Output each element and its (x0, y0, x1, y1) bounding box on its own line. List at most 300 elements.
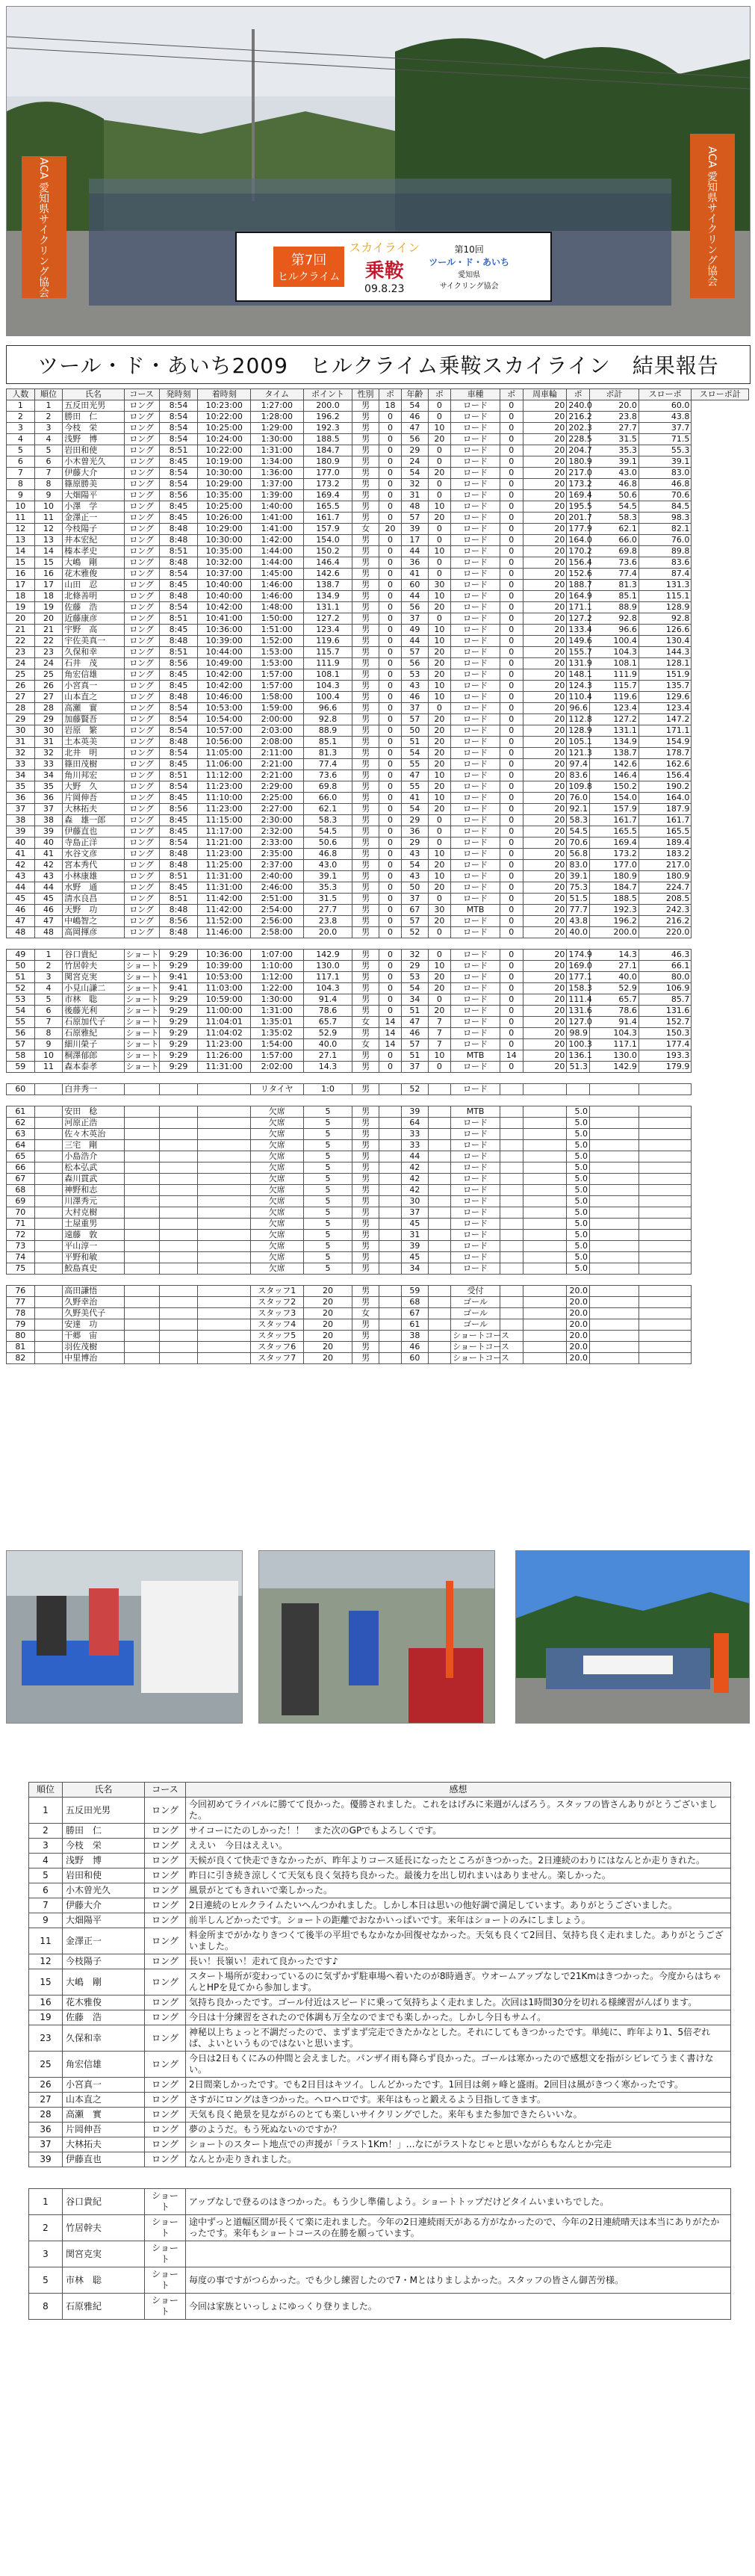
result-cell: 0 (500, 580, 523, 591)
result-cell (379, 1331, 402, 1342)
result-cell: 欠席 (250, 1196, 303, 1207)
comment-cell: 勝田 仁 (63, 1824, 145, 1839)
result-cell: 61 (7, 1106, 35, 1118)
result-cell: 52.9 (589, 983, 639, 994)
result-cell: 男 (352, 625, 379, 636)
result-cell: 46.8 (589, 479, 639, 490)
result-cell: 48 (34, 927, 63, 938)
result-cell: 2:40:00 (250, 871, 303, 882)
result-cell: 37 (34, 804, 63, 815)
result-cell: 27.1 (303, 1050, 352, 1062)
result-cell: 2:03:00 (250, 725, 303, 737)
result-cell: 82.1 (639, 524, 692, 535)
result-cell: ロード (451, 882, 500, 894)
result-cell (589, 1151, 639, 1162)
result-cell: 20 (523, 434, 567, 445)
comment-cell: ロング (145, 2108, 186, 2123)
result-cell (124, 1353, 159, 1364)
result-cell (124, 1174, 159, 1185)
result-cell: 男 (352, 714, 379, 725)
comment-row (29, 1868, 731, 1883)
result-cell: 164.0 (639, 793, 692, 804)
result-row (7, 1353, 749, 1364)
result-cell: 5 (303, 1140, 352, 1151)
result-cell: 111.4 (567, 994, 590, 1006)
banner-norikura: 乗鞍 (364, 260, 404, 282)
result-cell: 134.9 (589, 737, 639, 748)
result-row (7, 434, 749, 445)
result-cell: 184.7 (303, 445, 352, 456)
result-cell: 2:29:00 (250, 781, 303, 793)
result-cell: 201.7 (567, 513, 590, 524)
result-cell: 49 (7, 950, 35, 961)
result-row (7, 737, 749, 748)
result-cell: 10 (428, 1050, 451, 1062)
result-row (7, 400, 749, 412)
result-cell (428, 1308, 451, 1319)
result-cell: 9:29 (159, 1017, 198, 1028)
result-cell: 0 (379, 613, 402, 625)
result-cell: 20 (523, 636, 567, 647)
result-cell (589, 1162, 639, 1174)
result-cell: 71.5 (639, 434, 692, 445)
result-cell (500, 1252, 523, 1263)
result-cell: 10 (428, 871, 451, 882)
result-cell: 0 (428, 613, 451, 625)
result-cell: 20 (7, 613, 35, 625)
result-row (7, 625, 749, 636)
result-row (7, 837, 749, 849)
result-row (7, 1162, 749, 1174)
result-cell: 127.2 (589, 714, 639, 725)
result-cell (500, 1230, 523, 1241)
result-cell: 128.1 (639, 658, 692, 669)
result-cell (198, 1241, 251, 1252)
comment-text: 今回初めてライバルに勝てて良かった。優勝されました。これをはげみに来週がんばろう。スタッフの皆さんありがとうございました。 (186, 1798, 731, 1824)
result-cell: ロング (124, 871, 159, 882)
result-cell: 0 (379, 479, 402, 490)
result-cell: 男 (352, 1151, 379, 1162)
result-cell: ロング (124, 412, 159, 423)
result-cell: 1:54:00 (250, 1039, 303, 1050)
result-cell: 46 (402, 412, 428, 423)
result-cell: 松本弘武 (63, 1162, 124, 1174)
section-gap (7, 1275, 749, 1286)
result-cell (523, 1174, 567, 1185)
result-cell: 2:21:00 (250, 759, 303, 770)
result-cell: 8:54 (159, 423, 198, 434)
comment-cell: 26 (29, 2078, 63, 2093)
comment-cell: 関宮克実 (63, 2241, 145, 2267)
result-cell: 158.3 (567, 983, 590, 994)
result-row (7, 445, 749, 456)
result-cell (198, 1263, 251, 1275)
result-cell: 10:56:00 (198, 737, 251, 748)
result-cell: 0 (500, 625, 523, 636)
comment-cell: 28 (29, 2108, 63, 2123)
result-cell: 男 (352, 725, 379, 737)
result-cell: 54.5 (303, 826, 352, 837)
result-cell: 20.0 (303, 927, 352, 938)
result-cell: 女 (352, 1017, 379, 1028)
comment-cell: 23 (29, 2025, 63, 2052)
result-cell: 33 (7, 759, 35, 770)
result-cell: 女 (352, 1039, 379, 1050)
result-row (7, 1050, 749, 1062)
result-cell: 0 (428, 535, 451, 546)
result-cell: 11 (34, 1062, 63, 1073)
result-cell: ロード (451, 1006, 500, 1017)
result-cell (198, 1308, 251, 1319)
result-cell: ロング (124, 580, 159, 591)
result-cell: 羽佐茂樹 (63, 1342, 124, 1353)
comments-header-cell: 順位 (29, 1783, 63, 1798)
result-cell: ロング (124, 927, 159, 938)
results-header-cell: タイム (250, 389, 303, 400)
result-cell: 小島浩介 (63, 1151, 124, 1162)
result-cell: ロング (124, 725, 159, 737)
result-cell: ロング (124, 513, 159, 524)
result-cell: 0 (379, 961, 402, 972)
result-cell (34, 1140, 63, 1151)
result-cell: 4 (34, 434, 63, 445)
result-cell (639, 1353, 692, 1364)
result-cell (523, 1353, 567, 1364)
result-cell: 3 (34, 972, 63, 983)
result-cell: 20 (523, 569, 567, 580)
result-cell: 127.2 (303, 613, 352, 625)
comment-cell: 久保和幸 (63, 2025, 145, 2052)
result-cell: 29 (402, 815, 428, 826)
comment-cell: ロング (145, 2137, 186, 2152)
result-cell: 115.1 (639, 591, 692, 602)
result-cell: ロード (451, 1185, 500, 1196)
result-cell: 0 (428, 400, 451, 412)
result-cell: 9:29 (159, 1006, 198, 1017)
result-cell: 51 (402, 737, 428, 748)
result-cell: 8:45 (159, 882, 198, 894)
result-cell: 169.4 (589, 837, 639, 849)
result-row (7, 994, 749, 1006)
result-cell (34, 1342, 63, 1353)
result-cell: ロード (451, 826, 500, 837)
result-row (7, 770, 749, 781)
result-cell: 134.9 (303, 591, 352, 602)
result-cell: 久保和幸 (63, 647, 124, 658)
result-cell: 8:48 (159, 860, 198, 871)
result-cell (500, 1106, 523, 1118)
results-header-cell: 順位 (34, 389, 63, 400)
result-cell: ロード (451, 423, 500, 434)
result-cell: 竹居幹夫 (63, 961, 124, 972)
result-cell (159, 1353, 198, 1364)
result-row (7, 1241, 749, 1252)
comment-text: 2日連続のヒルクライムたいへんつかれました。しかし本日は思いの他好調で満足しています。ありがとうございました。 (186, 1898, 731, 1913)
result-cell: ロング (124, 625, 159, 636)
result-cell (428, 1185, 451, 1196)
result-cell: 204.7 (567, 445, 590, 456)
result-cell: 8:45 (159, 580, 198, 591)
comment-cell: ロング (145, 1913, 186, 1928)
result-cell: 11:12:00 (198, 770, 251, 781)
result-cell: 91.4 (589, 1017, 639, 1028)
result-cell: 0 (500, 950, 523, 961)
result-cell: 180.9 (303, 456, 352, 468)
comment-row (29, 1854, 731, 1868)
result-cell: 14 (7, 546, 35, 557)
result-cell: 20 (303, 1297, 352, 1308)
result-cell: ロング (124, 423, 159, 434)
result-cell: 146.4 (303, 557, 352, 569)
comment-cell: ショート (145, 2189, 186, 2215)
result-cell (198, 1353, 251, 1364)
result-cell: 0 (428, 994, 451, 1006)
result-cell: ロード (451, 1151, 500, 1162)
result-cell: 2 (34, 412, 63, 423)
result-cell (124, 1297, 159, 1308)
result-cell: 20 (523, 400, 567, 412)
result-cell: 男 (352, 1174, 379, 1185)
result-cell: 17 (34, 580, 63, 591)
result-cell: 後藤光利 (63, 1006, 124, 1017)
result-cell: 今枝 栄 (63, 423, 124, 434)
result-cell: 131.6 (567, 1006, 590, 1017)
result-cell: 20 (523, 725, 567, 737)
result-cell: 8:56 (159, 804, 198, 815)
comment-cell: 11 (29, 1928, 63, 1954)
result-cell: 180.9 (589, 871, 639, 882)
result-row (7, 759, 749, 770)
result-cell: 42 (7, 860, 35, 871)
result-cell: 20 (523, 456, 567, 468)
result-cell: 39 (402, 1106, 428, 1118)
result-cell (428, 1286, 451, 1297)
result-cell: 9:29 (159, 961, 198, 972)
result-row (7, 1106, 749, 1118)
result-cell: 62.1 (589, 524, 639, 535)
result-row (7, 613, 749, 625)
result-cell: 0 (379, 837, 402, 849)
result-cell: 2:56:00 (250, 916, 303, 927)
result-cell: ロード (451, 871, 500, 882)
result-cell: 38 (34, 815, 63, 826)
result-cell: 男 (352, 1006, 379, 1017)
result-cell: 39.1 (303, 871, 352, 882)
result-cell: 23 (34, 647, 63, 658)
results-header-cell: ポ計 (589, 389, 639, 400)
results-header-cell: ポイント (303, 389, 352, 400)
result-cell: 川澤秀元 (63, 1196, 124, 1207)
result-cell: 155.7 (567, 647, 590, 658)
result-cell: 10:39:00 (198, 961, 251, 972)
result-cell: 8:48 (159, 591, 198, 602)
result-cell: 欠席 (250, 1263, 303, 1275)
result-cell: 0 (379, 669, 402, 681)
result-cell: 15 (34, 557, 63, 569)
result-cell: 85.1 (303, 737, 352, 748)
result-cell: 41 (402, 793, 428, 804)
comment-cell: ロング (145, 1898, 186, 1913)
result-cell: ロード (451, 1062, 500, 1073)
result-cell (34, 1185, 63, 1196)
result-cell: 1 (34, 400, 63, 412)
result-cell: 10 (34, 1050, 63, 1062)
result-cell: 9:29 (159, 950, 198, 961)
result-cell: ロング (124, 770, 159, 781)
result-cell: 54 (402, 860, 428, 871)
result-cell (428, 1219, 451, 1230)
result-cell: 0 (500, 826, 523, 837)
result-cell: 平山淳一 (63, 1241, 124, 1252)
result-cell: 金澤正一 (63, 513, 124, 524)
result-cell: 11:06:00 (198, 759, 251, 770)
result-cell: 164.0 (567, 535, 590, 546)
result-cell: 190.2 (639, 781, 692, 793)
comment-text: 料金所までがかなりきつくて後半の平坦でもなかなか回復せなかった。天気も良くて2回目、気持ち良く走れました。ありがとうございました。 (186, 1928, 731, 1954)
result-cell: 10:35:00 (198, 490, 251, 501)
result-cell: 0 (500, 445, 523, 456)
result-cell: 水野 通 (63, 882, 124, 894)
result-cell: 10:30:00 (198, 535, 251, 546)
result-cell: ロング (124, 759, 159, 770)
result-cell: 150.3 (639, 1028, 692, 1039)
result-cell: 男 (352, 1028, 379, 1039)
result-cell: 2:46:00 (250, 882, 303, 894)
result-cell (124, 1129, 159, 1140)
result-cell: 6 (34, 456, 63, 468)
result-cell: 5.0 (567, 1185, 590, 1196)
result-cell: 男 (352, 591, 379, 602)
result-cell: 46 (402, 1028, 428, 1039)
result-cell: 8:48 (159, 524, 198, 535)
result-row (7, 961, 749, 972)
result-cell: 20 (523, 1006, 567, 1017)
result-cell: 8:45 (159, 681, 198, 692)
result-cell: 193.3 (639, 1050, 692, 1062)
result-cell: 10 (428, 692, 451, 703)
result-cell (639, 1174, 692, 1185)
result-cell: 10:22:00 (198, 412, 251, 423)
result-cell: ロード (451, 737, 500, 748)
result-cell: 欠席 (250, 1230, 303, 1241)
result-cell: ロング (124, 860, 159, 871)
result-cell: ロング (124, 602, 159, 613)
result-cell (428, 1342, 451, 1353)
result-cell: 男 (352, 1342, 379, 1353)
comment-text: 神秘以上ちょっと不調だったので、まずまず完走できたかなとした。それにしてもきつかったです。単純に、昨年より1、5倍ぞれぱ、よいというものではないと思います。 (186, 2025, 731, 2052)
result-row (7, 1140, 749, 1151)
result-row (7, 1118, 749, 1129)
result-cell: 森川貫武 (63, 1174, 124, 1185)
result-cell: 0 (379, 983, 402, 994)
result-cell: ロード (451, 501, 500, 513)
result-cell: 44 (402, 1151, 428, 1162)
result-cell (589, 1342, 639, 1353)
result-cell: 1:53:00 (250, 647, 303, 658)
result-cell: 篠原勝美 (63, 479, 124, 490)
results-header-cell: ポ (428, 389, 451, 400)
result-cell: 0 (379, 860, 402, 871)
result-cell: ロング (124, 613, 159, 625)
result-cell: 20 (523, 669, 567, 681)
result-cell: 男 (352, 748, 379, 759)
result-cell: 0 (500, 860, 523, 871)
result-cell: 五反田光男 (63, 400, 124, 412)
result-cell: スタッフ3 (250, 1308, 303, 1319)
result-cell: 64 (7, 1140, 35, 1151)
result-cell: 27.7 (303, 905, 352, 916)
result-cell: 220.0 (639, 927, 692, 938)
comment-cell: 1 (29, 2189, 63, 2215)
result-cell (124, 1118, 159, 1129)
result-cell: 51 (402, 1050, 428, 1062)
result-cell (639, 1151, 692, 1162)
result-cell: 63 (7, 1129, 35, 1140)
result-cell: 142.6 (589, 759, 639, 770)
result-cell (428, 1319, 451, 1331)
result-cell: 20 (428, 725, 451, 737)
result-cell: 10:29:00 (198, 524, 251, 535)
result-cell: ロング (124, 849, 159, 860)
result-cell: 1:46:00 (250, 580, 303, 591)
result-cell: 5 (303, 1118, 352, 1129)
result-cell (198, 1140, 251, 1151)
result-cell: ロング (124, 400, 159, 412)
comment-row (29, 1928, 731, 1954)
result-cell: 59 (402, 1286, 428, 1297)
comment-row (29, 2137, 731, 2152)
result-cell: 11:31:00 (198, 871, 251, 882)
result-cell: 1:57:00 (250, 669, 303, 681)
result-cell: 110.4 (567, 692, 590, 703)
result-cell: 39.1 (567, 871, 590, 882)
result-cell: ロング (124, 434, 159, 445)
result-cell: 48 (402, 501, 428, 513)
result-cell: 39 (402, 524, 428, 535)
comment-cell: 片岡伸吾 (63, 2123, 145, 2137)
result-cell: 1:29:00 (250, 423, 303, 434)
result-cell: 欠席 (250, 1140, 303, 1151)
result-cell: 20 (303, 1331, 352, 1342)
result-cell: 164.9 (567, 591, 590, 602)
result-cell: 男 (352, 1331, 379, 1342)
result-cell: 11:42:00 (198, 905, 251, 916)
result-cell: 0 (500, 434, 523, 445)
result-cell: 20 (523, 1050, 567, 1062)
result-cell: 0 (379, 625, 402, 636)
comment-row (29, 2010, 731, 2025)
result-cell: 85.7 (639, 994, 692, 1006)
result-cell: 20.0 (567, 1319, 590, 1331)
comment-cell: 8 (29, 2294, 63, 2320)
result-cell: 男 (352, 468, 379, 479)
comment-cell: 15 (29, 1969, 63, 1996)
result-cell: 20 (523, 849, 567, 860)
result-cell: リタイヤ (250, 1084, 303, 1095)
result-cell: 10:36:00 (198, 625, 251, 636)
result-cell: 104.3 (303, 681, 352, 692)
result-cell: 30 (428, 905, 451, 916)
result-cell (523, 1319, 567, 1331)
result-cell: 5.0 (567, 1162, 590, 1174)
result-cell (198, 1331, 251, 1342)
result-cell: ロード (451, 524, 500, 535)
result-cell: 50 (7, 961, 35, 972)
result-cell (124, 1319, 159, 1331)
comment-cell: 39 (29, 2152, 63, 2167)
result-cell: 0 (379, 535, 402, 546)
result-row (7, 916, 749, 927)
